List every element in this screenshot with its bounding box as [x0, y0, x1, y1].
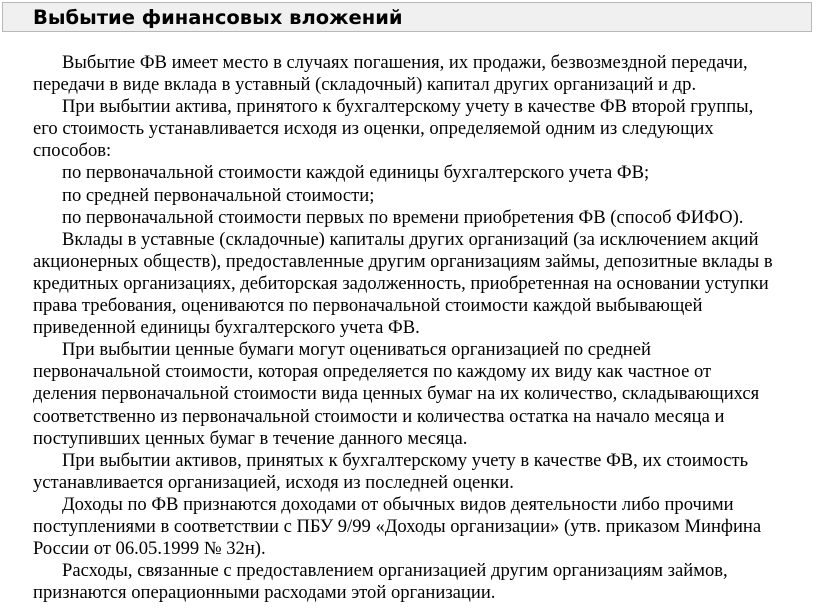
line-8: по первоначальной стоимости первых по времени приобретения ФВ (способ ФИФО).	[62, 206, 744, 228]
paragraph-line	[33, 428, 813, 450]
line-2: передачи в виде вклада в уставный (складочный) капитал других организаций и др.	[33, 74, 697, 96]
paragraph-line	[33, 450, 813, 472]
paragraph-line	[33, 538, 813, 560]
line-18: поступивших ценных бумаг в течение данного месяца.	[33, 427, 468, 449]
paragraph-line	[33, 229, 813, 251]
slide-body	[33, 52, 813, 604]
line-4: его стоимость устанавливается исходя из оценки, определяемой одним из следующих	[33, 118, 714, 140]
paragraph-line	[33, 339, 813, 361]
line-12: права требования, оцениваются по первоначальной стоимости каждой выбывающей	[33, 295, 703, 317]
line-11: кредитных организациях, дебиторская задолженность, приобретенная на основании уступки	[33, 272, 769, 294]
slide-title-bar	[2, 2, 812, 32]
paragraph-line	[33, 582, 813, 604]
paragraph-line	[33, 516, 813, 538]
line-10: акционерных обществ), предоставленные другим организациям займы, депозитные вклады в	[33, 250, 773, 272]
paragraph-line	[33, 361, 813, 383]
line-6: по первоначальной стоимости каждой единицы бухгалтерского учета ФВ;	[62, 162, 650, 184]
paragraph-line	[33, 383, 813, 405]
line-21: Доходы по ФВ признаются доходами от обычных видов деятельности либо прочими	[62, 493, 734, 515]
line-19: При выбытии активов, принятых к бухгалтерскому учету в качестве ФВ, их стоимость	[62, 449, 749, 471]
line-9: Вклады в уставные (складочные) капиталы других организаций (за исключением акций	[62, 228, 759, 250]
line-14: При выбытии ценные бумаги могут оцениваться организацией по средней	[62, 339, 651, 361]
line-17: соответственно из первоначальной стоимости и количества остатка на начало месяца и	[33, 405, 725, 427]
paragraph-line	[33, 317, 813, 339]
line-24: Расходы, связанные с предоставлением организацией другим организациям займов,	[62, 560, 728, 582]
paragraph-line	[33, 96, 813, 118]
paragraph-line	[33, 472, 813, 494]
line-3: При выбытии актива, принятого к бухгалтерскому учету в качестве ФВ второй группы,	[62, 96, 754, 118]
paragraph-line	[33, 494, 813, 516]
list-item	[33, 207, 813, 229]
list-item	[33, 162, 813, 184]
line-16: деления первоначальной стоимости вида ценных бумаг на их количество, складывающихся	[33, 383, 760, 405]
paragraph-line	[33, 406, 813, 428]
paragraph-line	[33, 52, 813, 74]
paragraph-line	[33, 118, 813, 140]
paragraph-line	[33, 74, 813, 96]
line-1: Выбытие ФВ имеет место в случаях погашения, их продажи, безвозмездной передачи,	[62, 52, 748, 73]
line-20: устанавливается организацией, исходя из последней оценки.	[33, 471, 514, 493]
paragraph-line	[33, 140, 813, 162]
line-5: способов:	[33, 140, 112, 162]
line-22: поступлениями в соответствии с ПБУ 9/99 «Доходы организации» (утв. приказом Минфина	[33, 515, 762, 537]
line-13: приведенной единицы бухгалтерского учета ФВ.	[33, 317, 420, 339]
paragraph-line	[33, 251, 813, 273]
line-23: России от 06.05.1999 № 32н).	[33, 538, 266, 560]
line-25: признаются операционными расходами этой организации.	[33, 582, 496, 604]
slide-title: Выбытие финансовых вложений	[33, 6, 403, 29]
paragraph-line	[33, 295, 813, 317]
line-15: первоначальной стоимости, которая определяется по каждому их виду как частное от	[33, 361, 712, 383]
paragraph-line	[33, 560, 813, 582]
list-item	[33, 185, 813, 207]
paragraph-line	[33, 273, 813, 295]
line-7: по средней первоначальной стоимости;	[62, 184, 375, 206]
